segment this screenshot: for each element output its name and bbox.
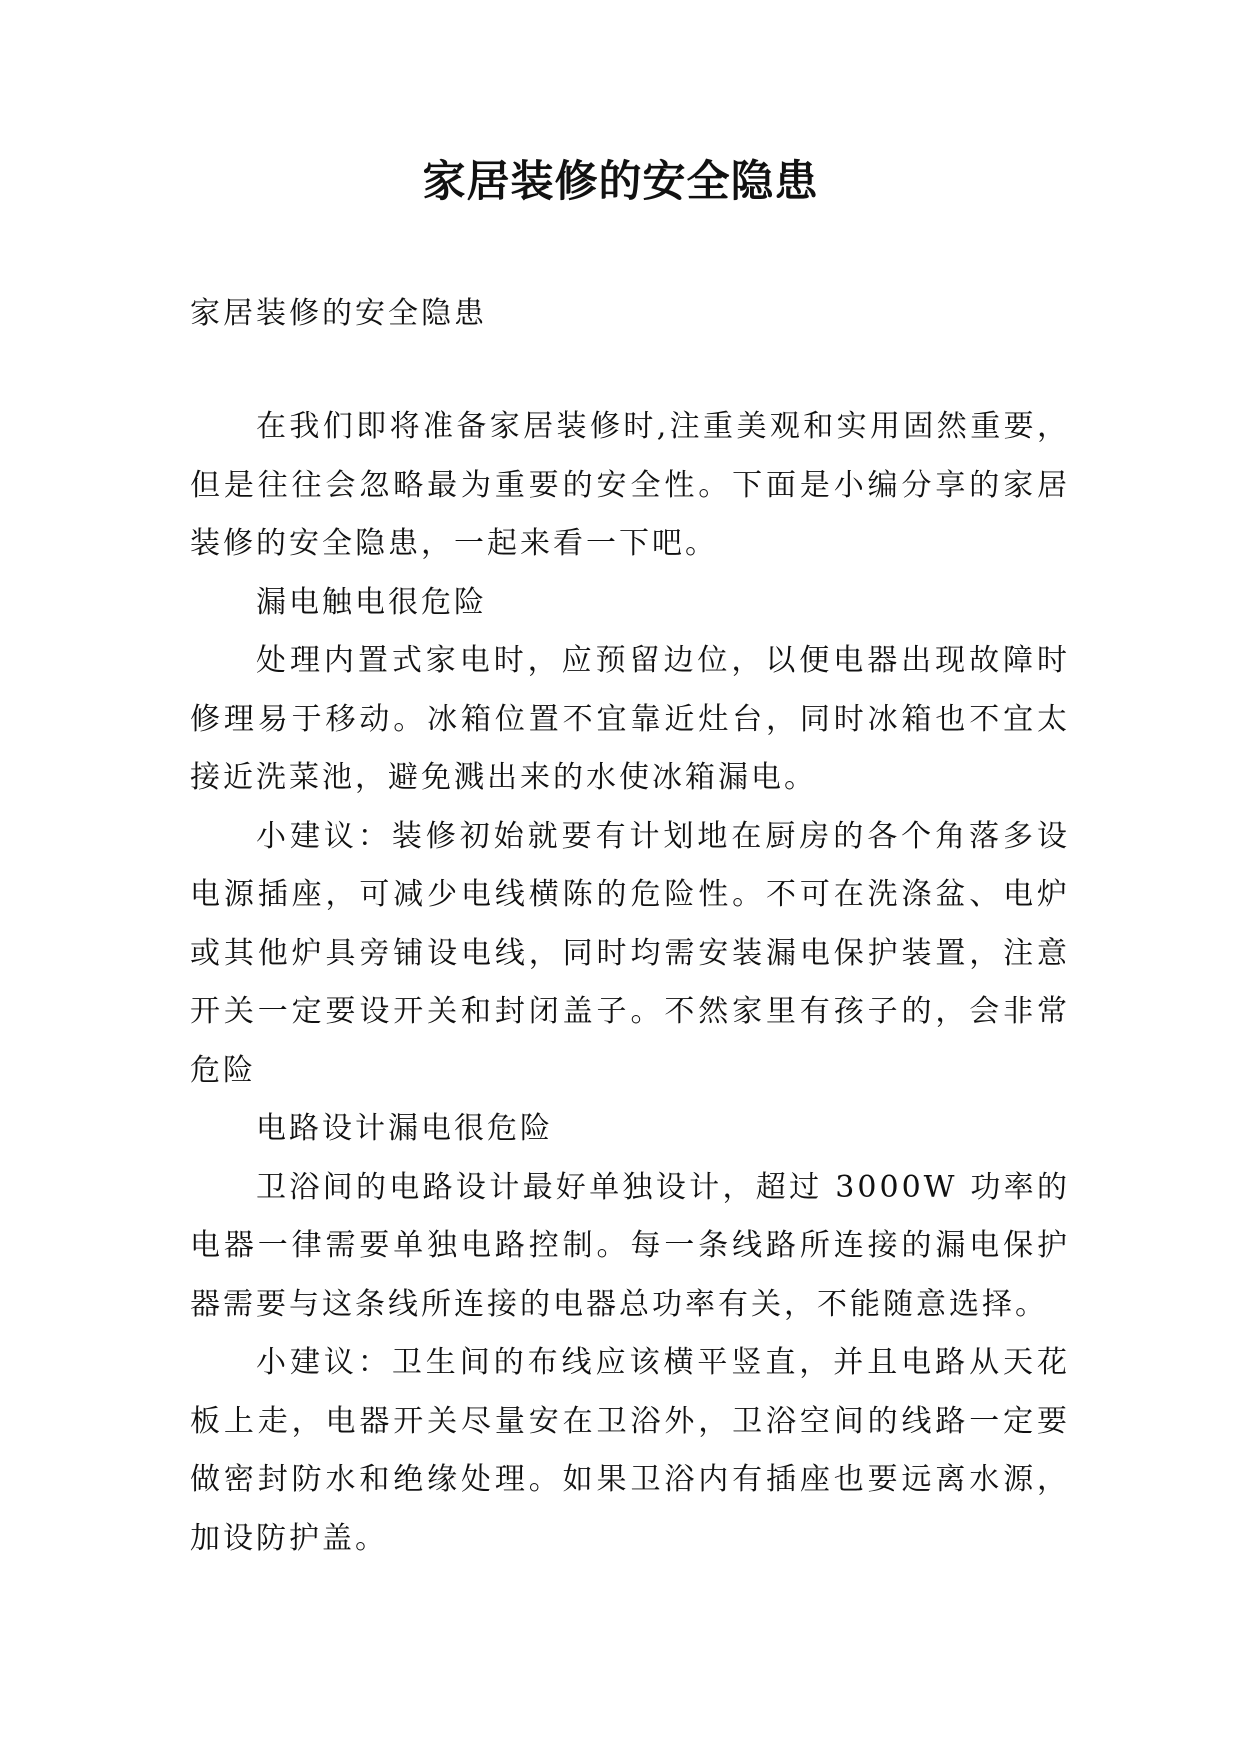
document-body <box>190 398 1070 1568</box>
paragraph-bathroom-circuit: 卫浴间的电路设计最好单独设计，超过 3000W 功率的电器一律需要单独电路控制。每一条线路所连接的漏电保护器需要与这条线所连接的电器总功率有关，不能随意选择。 <box>190 1169 1070 1322</box>
heading-circuit-danger: 电路设计漏电很危险 <box>256 1111 553 1146</box>
paragraph-kitchen-tip: 小建议：装修初始就要有计划地在厨房的各个角落多设电源插座，可减少电线横陈的危险性。不可在洗涤盆、电炉或其他炉具旁铺设电线，同时均需安装漏电保护装置，注意开关一定要设开关和封闭盖子。不然家里有孩子的，会非常危险 <box>190 818 1070 1088</box>
paragraph-appliances: 处理内置式家电时，应预留边位，以便电器出现故障时修理易于移动。冰箱位置不宜靠近灶台，同时冰箱也不宜太接近洗菜池，避免溅出来的水使冰箱漏电。 <box>190 643 1070 795</box>
document-subtitle: 家居装修的安全隐患 <box>190 296 487 331</box>
heading-leakage-danger: 漏电触电很危险 <box>256 584 487 620</box>
paragraph-intro: 在我们即将准备家居装修时,注重美观和实用固然重要，但是往往会忽略最为重要的安全性。下面是小编分享的家居装修的安全隐患，一起来看一下吧。 <box>190 409 1070 561</box>
document-title: 家居装修的安全隐患 <box>422 157 819 207</box>
paragraph-bathroom-tip: 小建议：卫生间的布线应该横平竖直，并且电路从天花板上走，电器开关尽量安在卫浴外，卫浴空间的线路一定要做密封防水和绝缘处理。如果卫浴内有插座也要远离水源，加设防护盖。 <box>190 1345 1070 1556</box>
